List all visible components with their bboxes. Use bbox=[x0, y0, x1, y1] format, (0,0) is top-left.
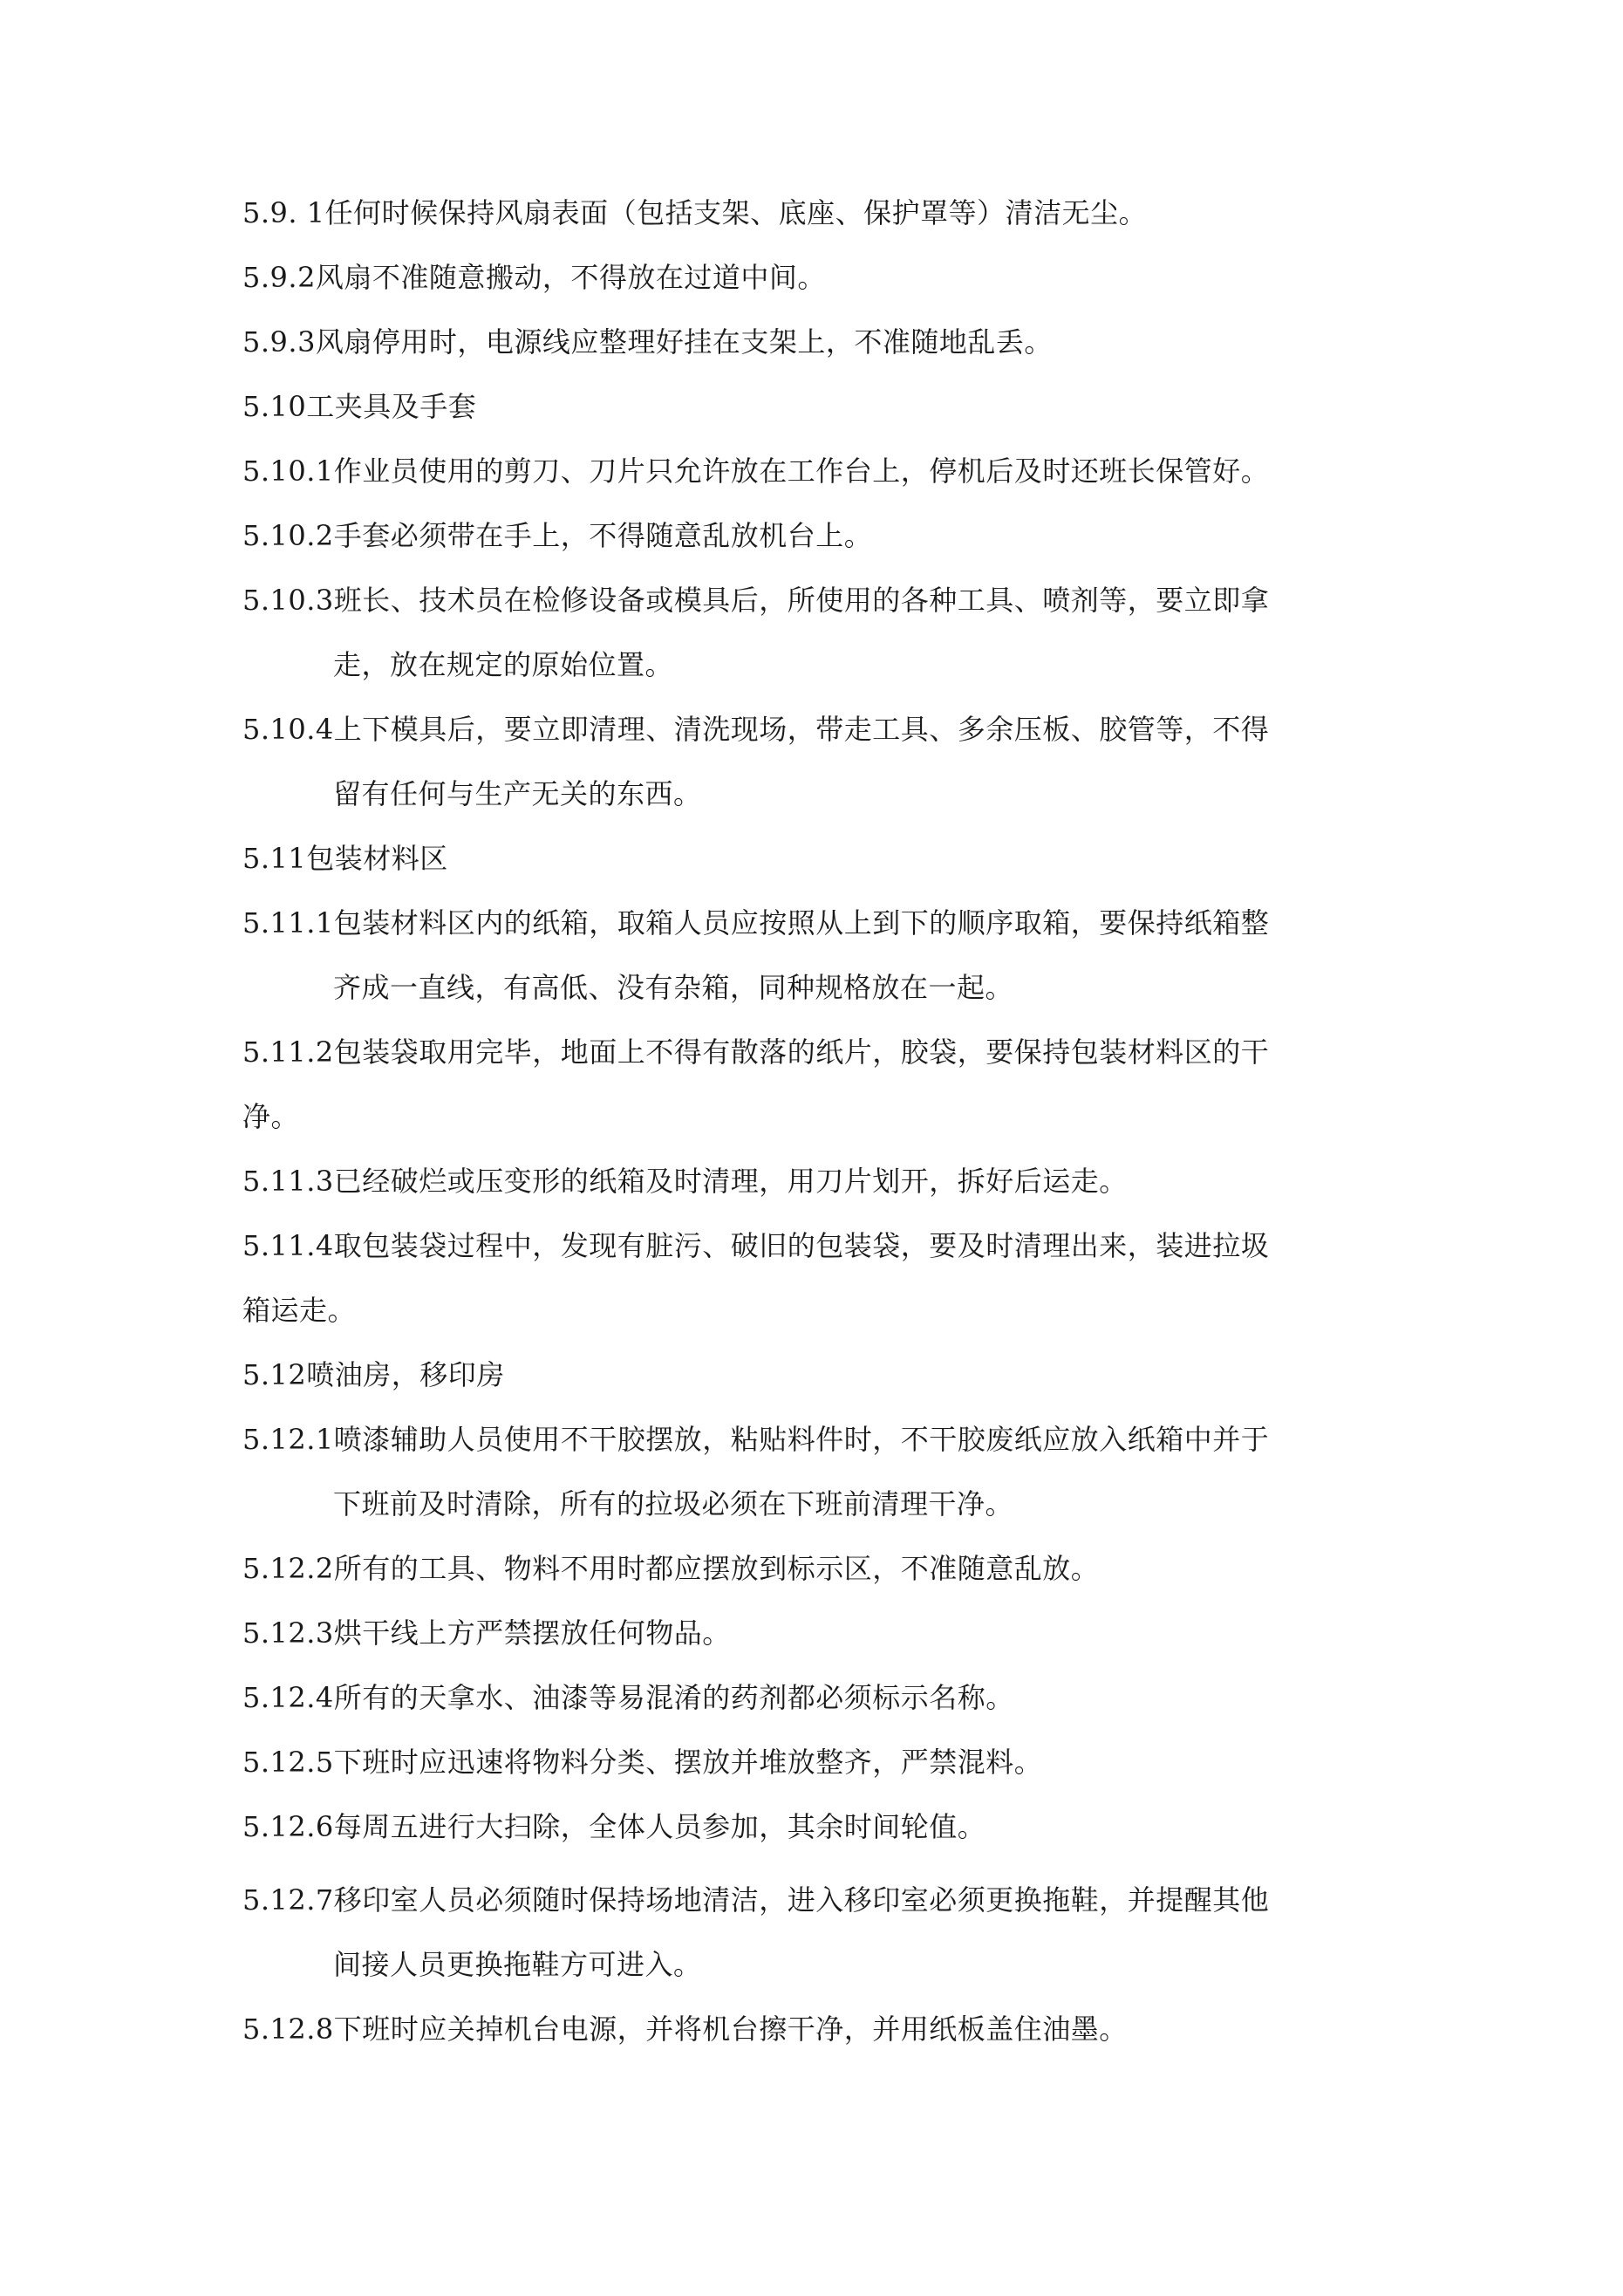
text-line: 5.10.2手套必须带在手上，不得随意乱放机台上。 bbox=[242, 519, 873, 552]
text-line: 5.12.5下班时应迅速将物料分类、摆放并堆放整齐，严禁混料。 bbox=[242, 1746, 1043, 1779]
text-line-continuation: 留有任何与生产无关的东西。 bbox=[333, 777, 702, 810]
text-line: 5.12.1喷漆辅助人员使用不干胶摆放，粘贴料件时，不干胶废纸应放入纸箱中并于 bbox=[242, 1423, 1270, 1456]
text-line: 5.12.8下班时应关掉机台电源，并将机台擦干净，并用纸板盖住油墨。 bbox=[242, 2012, 1128, 2046]
text-line: 5.12.2所有的工具、物料不用时都应摆放到标示区，不准随意乱放。 bbox=[242, 1552, 1100, 1585]
text-line: 5.10.3班长、技术员在检修设备或模具后，所使用的各种工具、喷剂等，要立即拿 bbox=[242, 584, 1270, 617]
text-line-continuation: 间接人员更换拖鞋方可进入。 bbox=[333, 1948, 702, 1981]
text-line: 5.9. 1任何时候保持风扇表面（包括支架、底座、保护罩等）清洁无尘。 bbox=[242, 196, 1148, 229]
section-heading: 5.11包装材料区 bbox=[242, 842, 448, 875]
text-line: 5.12.4所有的天拿水、油漆等易混淆的药剂都必须标示名称。 bbox=[242, 1681, 1014, 1714]
text-line: 5.10.4上下模具后，要立即清理、清洗现场，带走工具、多余压板、胶管等，不得 bbox=[242, 713, 1270, 746]
text-line-continuation: 齐成一直线，有高低、没有杂箱，同种规格放在一起。 bbox=[333, 971, 1014, 1004]
text-line-continuation: 下班前及时清除，所有的拉圾必须在下班前清理干净。 bbox=[333, 1487, 1014, 1520]
section-heading: 5.12喷油房，移印房 bbox=[242, 1358, 505, 1391]
text-line: 5.11.1包装材料区内的纸箱，取箱人员应按照从上到下的顺序取箱，要保持纸箱整 bbox=[242, 906, 1270, 940]
text-line-continuation: 净。 bbox=[242, 1100, 300, 1133]
text-line: 5.12.7移印室人员必须随时保持场地清洁，进入移印室必须更换拖鞋，并提醒其他 bbox=[242, 1883, 1270, 1917]
text-line: 5.9.2风扇不准随意搬动，不得放在过道中间。 bbox=[242, 261, 826, 294]
text-line-continuation: 走，放在规定的原始位置。 bbox=[333, 648, 674, 681]
text-line: 5.12.3烘干线上方严禁摆放任何物品。 bbox=[242, 1616, 731, 1650]
text-line: 5.11.4取包装袋过程中，发现有脏污、破旧的包装袋，要及时清理出来，装进拉圾 bbox=[242, 1229, 1270, 1262]
text-line: 5.9.3风扇停用时，电源线应整理好挂在支架上，不准随地乱丢。 bbox=[242, 325, 1053, 359]
text-line-continuation: 箱运走。 bbox=[242, 1294, 357, 1327]
text-line: 5.11.3已经破烂或压变形的纸箱及时清理，用刀片划开，拆好后运走。 bbox=[242, 1165, 1128, 1198]
text-line: 5.10.1作业员使用的剪刀、刀片只允许放在工作台上，停机后及时还班长保管好。 bbox=[242, 454, 1270, 488]
text-line: 5.11.2包装袋取用完毕，地面上不得有散落的纸片，胶袋，要保持包装材料区的干 bbox=[242, 1035, 1270, 1069]
text-line: 5.12.6每周五进行大扫除，全体人员参加，其余时间轮值。 bbox=[242, 1810, 986, 1843]
section-heading: 5.10工夹具及手套 bbox=[242, 390, 477, 423]
